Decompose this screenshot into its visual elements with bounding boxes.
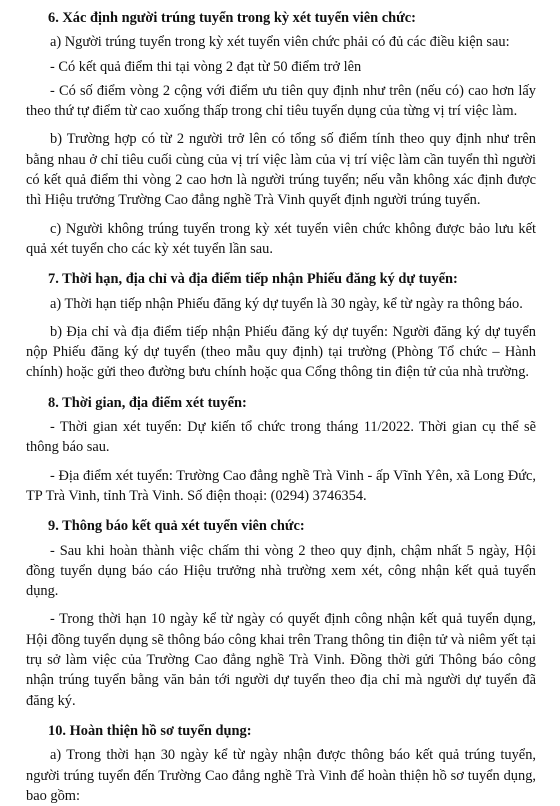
section-10-heading: 10. Hoàn thiện hồ sơ tuyển dụng: xyxy=(48,722,252,739)
section-6-para-c: c) Người không trúng tuyển trong kỳ xét tuyển viên chức không được bảo lưu kết quả xét tuyển cho các kỳ xét tuyển lần sau. xyxy=(26,220,536,257)
section-10-para-a: a) Trong thời hạn 30 ngày kể từ ngày nhận được thông báo kết quả trúng tuyển, người trúng tuyển đến Trường Cao đẳng nghề Trà Vinh để hoàn thiện hồ sơ tuyển dụng, bao gồm: xyxy=(26,747,536,804)
section-7-para-b: b) Địa chỉ và địa điểm tiếp nhận Phiếu đăng ký dự tuyển: Người đăng ký dự tuyển nộp Phiếu đăng ký dự tuyển (theo mẫu quy định) tại trường (Phòng Tổ chức – Hành chính) hoặc gửi theo đường bưu chính hoặc qua Cổng thông tin điện tử của nhà trường. xyxy=(26,323,536,381)
section-8-para-location: - Địa điểm xét tuyển: Trường Cao đẳng nghề Trà Vinh - ấp Vĩnh Yên, xã Long Đức, TP Trà Vinh, tỉnh Trà Vinh. Số điện thoại: (0294) 3746354. xyxy=(26,467,536,504)
section-9-para-2: - Trong thời hạn 10 ngày kể từ ngày có quyết định công nhận kết quả tuyển dụng, Hội đồng tuyển dụng sẽ thông báo công khai trên Trang thông tin điện tử và niêm yết tại trụ sở làm việc của Trường Cao đẳng nghề Trà Vinh. Đồng thời gửi Thông báo công nhận trúng tuyển bằng văn bản tới người dự tuyển theo địa chỉ mà người dự tuyển đã đăng ký. xyxy=(26,611,536,709)
section-6-para-a: a) Người trúng tuyển trong kỳ xét tuyển viên chức phải có đủ các điều kiện sau: xyxy=(50,34,510,51)
section-9-para-1: - Sau khi hoàn thành việc chấm thi vòng 2 theo quy định, chậm nhất 5 ngày, Hội đồng tuyển dụng báo cáo Hiệu trưởng nhà trường xem xét, công nhận kết quả tuyển dụng. xyxy=(26,542,536,600)
section-6-para-bullet-2: - Có số điểm vòng 2 cộng với điểm ưu tiên quy định như trên (nếu có) cao hơn lấy theo thứ tự điểm từ cao xuống thấp trong chỉ tiêu tuyển dụng của từng vị trí việc làm. xyxy=(26,82,536,120)
section-6-para-b: b) Trường hợp có từ 2 người trở lên có tổng số điểm tính theo quy định như trên bằng nhau ở chỉ tiêu cuối cùng của vị trí việc làm của vị trí việc làm cần tuyển thì người có kết quả điểm thi vòng 2 cao hơn là người trúng tuyển; nếu vẫn không xác định được thì Hiệu trưởng Trường Cao đẳng nghề Trà Vinh quyết định người trúng tuyển. xyxy=(26,131,536,209)
section-7-heading: 7. Thời hạn, địa chỉ và địa điểm tiếp nhận Phiếu đăng ký dự tuyển: xyxy=(48,271,458,288)
section-6-heading: 6. Xác định người trúng tuyển trong kỳ xét tuyển viên chức: xyxy=(48,10,416,26)
section-8-heading: 8. Thời gian, địa điểm xét tuyển: xyxy=(48,394,247,411)
section-9-heading: 9. Thông báo kết quả xét tuyển viên chức: xyxy=(48,518,305,535)
section-7-para-a: a) Thời hạn tiếp nhận Phiếu đăng ký dự tuyển là 30 ngày, kể từ ngày ra thông báo. xyxy=(50,295,523,312)
section-8-para-time: - Thời gian xét tuyển: Dự kiến tổ chức trong tháng 11/2022. Thời gian cụ thể sẽ thông báo sau. xyxy=(26,419,536,456)
section-6-para-bullet-1: - Có kết quả điểm thi tại vòng 2 đạt từ 50 điểm trở lên xyxy=(50,58,362,75)
